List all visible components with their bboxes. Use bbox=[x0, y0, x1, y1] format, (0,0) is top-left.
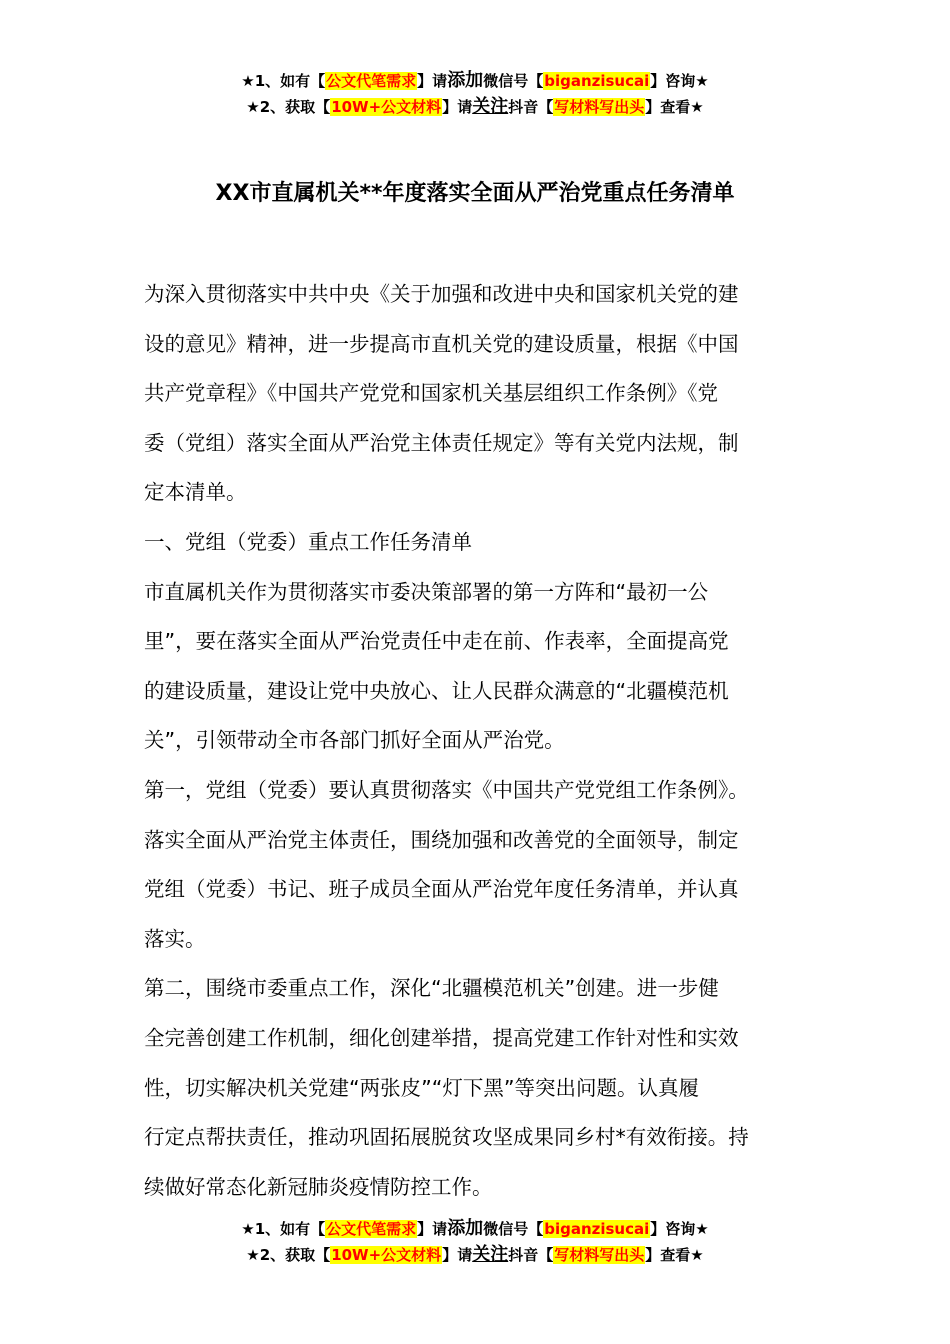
body-line: 第一，党组（党委）要认真贯彻落实《中国共产党党组工作条例》。 bbox=[144, 777, 749, 802]
promo-line-2 bbox=[0, 94, 950, 120]
body-line: 落实全面从严治党主体责任，围绕加强和改善党的全面领导，制定 bbox=[144, 827, 739, 852]
bottom-promo-banner bbox=[0, 1216, 950, 1268]
promo-emphasis: 关注 bbox=[472, 1244, 509, 1265]
promo-highlight: 10W+公文材料 bbox=[331, 1246, 442, 1264]
promo-text: ★1、如有【 bbox=[241, 72, 326, 90]
promo-text: 】请 bbox=[442, 98, 473, 116]
promo-text: ★1、如有【 bbox=[241, 1220, 326, 1238]
promo-highlight: 10W+公文材料 bbox=[331, 98, 442, 116]
body-line: 第二，围绕市委重点工作，深化“北疆模范机关”创建。进一步健 bbox=[144, 976, 719, 1001]
body-line: 党组（党委）书记、班子成员全面从严治党年度任务清单，并认真 bbox=[144, 877, 739, 902]
top-promo-banner bbox=[0, 68, 950, 120]
promo-text: 】查看★ bbox=[645, 98, 704, 116]
body-line: 续做好常态化新冠肺炎疫情防控工作。 bbox=[144, 1174, 493, 1199]
body-line: 性，切实解决机关党建“两张皮”“灯下黑”等突出问题。认真履 bbox=[144, 1075, 699, 1100]
body-line: 的建设质量，建设让党中央放心、让人民群众满意的“北疆模范机 bbox=[144, 678, 729, 703]
promo-text: 】请 bbox=[442, 1246, 473, 1264]
body-line: 市直属机关作为贯彻落实市委决策部署的第一方阵和“最初一公 bbox=[144, 579, 709, 604]
document-body bbox=[144, 270, 812, 1212]
promo-text: 】咨询★ bbox=[650, 72, 709, 90]
promo-text: 抖音【 bbox=[508, 98, 554, 116]
promo-highlight: 公文代笔需求 bbox=[326, 72, 417, 90]
body-line: 为深入贯彻落实中共中央《关于加强和改进中央和国家机关党的建 bbox=[144, 282, 739, 306]
promo-highlight-douyin: 写材料写出头 bbox=[554, 98, 645, 116]
promo-text: 】咨询★ bbox=[650, 1220, 709, 1238]
section-heading: 一、党组（党委）重点工作任务清单 bbox=[144, 529, 472, 554]
promo-text: 】请 bbox=[417, 1220, 448, 1238]
promo-text: ★2、获取【 bbox=[246, 98, 331, 116]
promo-emphasis: 关注 bbox=[472, 96, 509, 117]
promo-line-1 bbox=[0, 1216, 950, 1242]
promo-highlight-douyin: 写材料写出头 bbox=[554, 1246, 645, 1264]
promo-line-1 bbox=[0, 68, 950, 94]
body-line: 行定点帮扶责任，推动巩固拓展脱贫攻坚成果同乡村*有效衔接。持 bbox=[144, 1125, 749, 1150]
body-line: 定本清单。 bbox=[144, 480, 247, 505]
body-line: 里”，要在落实全面从严治党责任中走在前、作表率，全面提高党 bbox=[144, 629, 729, 654]
promo-highlight: 公文代笔需求 bbox=[326, 1220, 417, 1238]
body-line: 全完善创建工作机制，细化创建举措，提高党建工作针对性和实效 bbox=[144, 1025, 739, 1050]
promo-highlight-wechat: biganzisucai bbox=[544, 72, 650, 90]
body-line: 关”，引领带动全市各部门抓好全面从严治党。 bbox=[144, 728, 565, 753]
promo-text: 微信号【 bbox=[483, 72, 544, 90]
promo-emphasis: 添加 bbox=[447, 1218, 484, 1239]
promo-highlight-wechat: biganzisucai bbox=[544, 1220, 650, 1238]
body-line: 委（党组）落实全面从严治党主体责任规定》等有关党内法规，制 bbox=[144, 430, 739, 455]
body-line: 共产党章程》《中国共产党党和国家机关基层组织工作条例》《党 bbox=[144, 381, 718, 406]
promo-text: 】请 bbox=[417, 72, 448, 90]
promo-text: 微信号【 bbox=[483, 1220, 544, 1238]
promo-line-2 bbox=[0, 1242, 950, 1268]
body-line: 落实。 bbox=[144, 926, 206, 951]
promo-text: 】查看★ bbox=[645, 1246, 704, 1264]
document-title: XX市直属机关**年度落实全面从严治党重点任务清单 bbox=[215, 181, 735, 206]
promo-emphasis: 添加 bbox=[447, 70, 484, 91]
promo-text: 抖音【 bbox=[508, 1246, 554, 1264]
promo-text: ★2、获取【 bbox=[246, 1246, 331, 1264]
body-line: 设的意见》精神，进一步提高市直机关党的建设质量，根据《中国 bbox=[144, 331, 739, 356]
